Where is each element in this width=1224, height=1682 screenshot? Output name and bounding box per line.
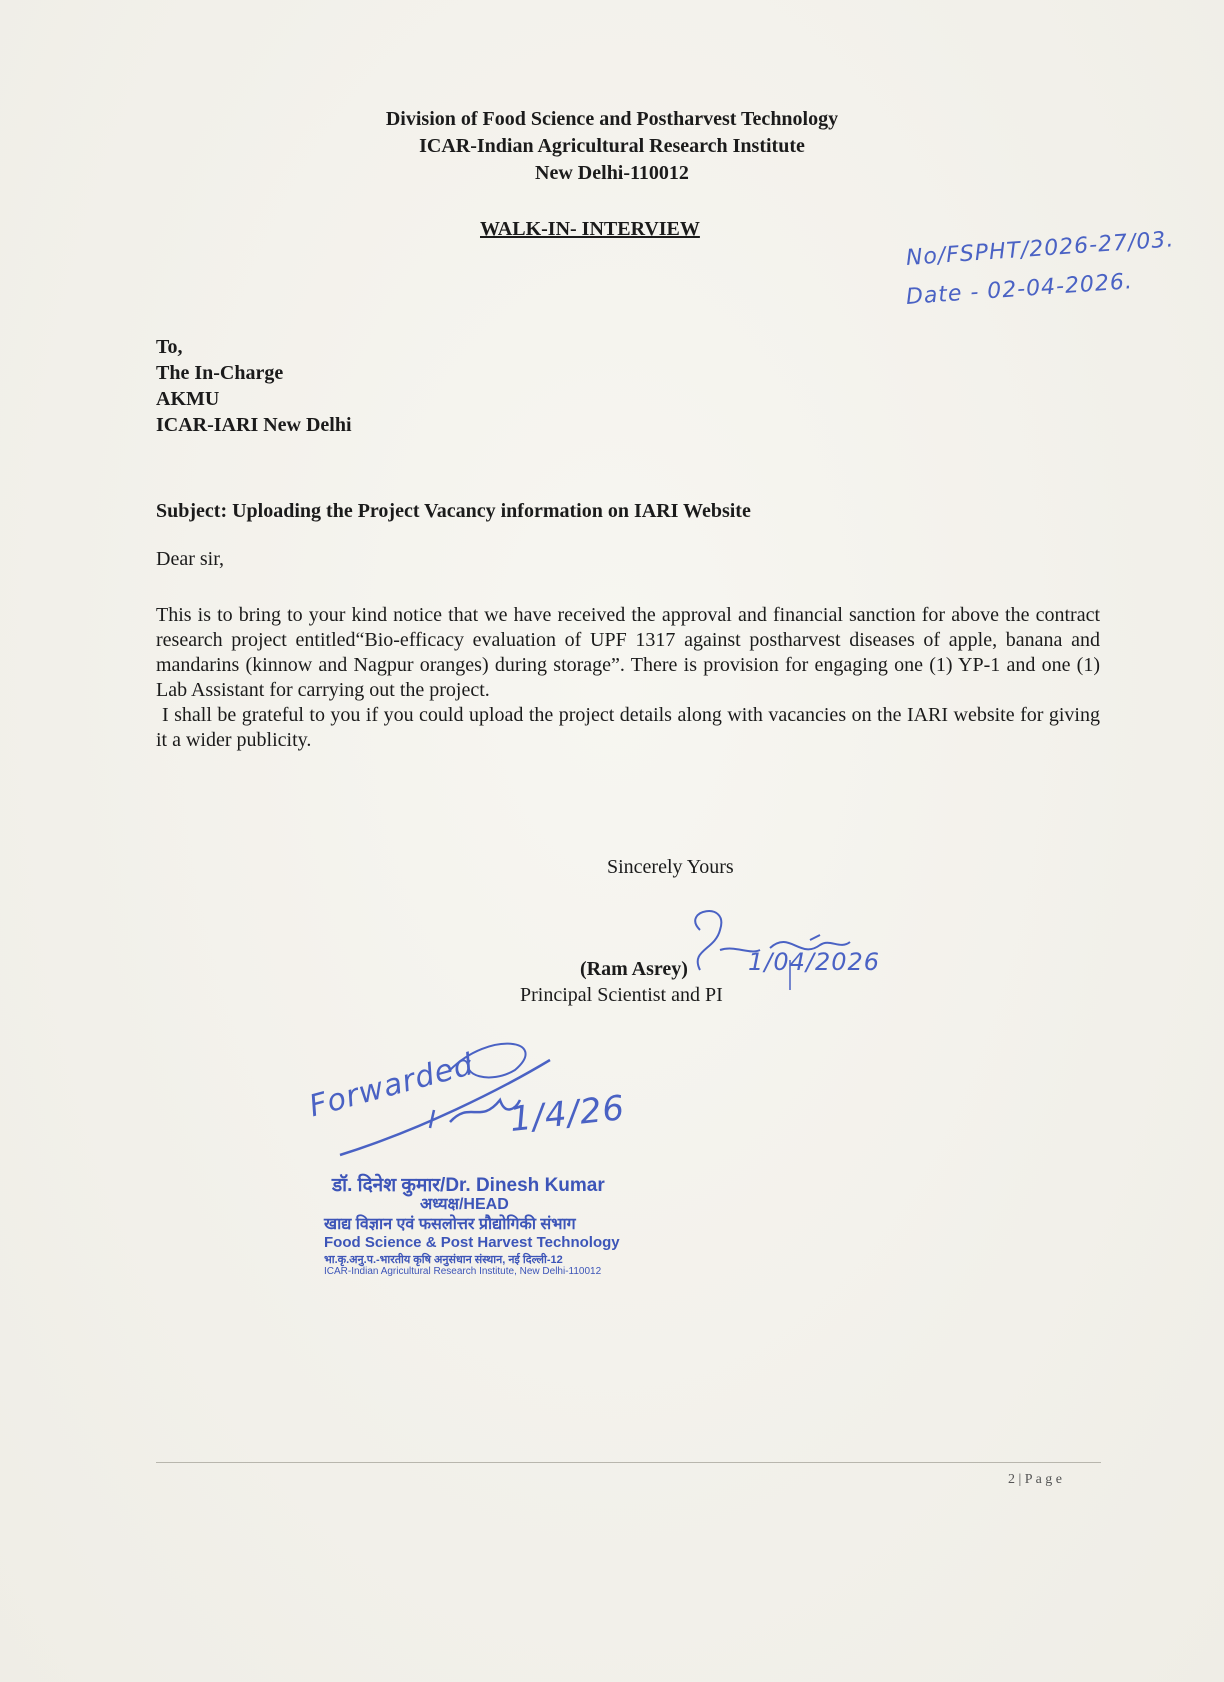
subject-line: Subject: Uploading the Project Vacancy information on IARI Website — [156, 500, 751, 522]
header-city: New Delhi-110012 — [535, 162, 689, 184]
header-division: Division of Food Science and Postharvest Technology — [385, 108, 839, 130]
stamp-division-english: Food Science & Post Harvest Technology — [324, 1234, 620, 1251]
ref-date: Date - 02-04-2026. — [905, 269, 1134, 310]
ref-number: No/FSPHT/2026-27/03. — [905, 227, 1176, 271]
paragraph-1: This is to bring to your kind notice that we have received the approval and financial sanction for above the contract research project entitled“Bio-efficacy evaluation of UPF 1317 against postharvest diseases of apple, banana and mandarins (kinnow and Nagpur oranges) during storage”. There is provision for engaging one (1) YP-1 and one (1) Lab Assistant for carrying out the project. — [156, 604, 1100, 701]
stamp-head: अध्यक्ष/HEAD — [420, 1196, 509, 1213]
closing: Sincerely Yours — [607, 856, 734, 878]
recipient-line3: ICAR-IARI New Delhi — [156, 414, 352, 436]
recipient-to: To, — [156, 336, 183, 358]
stamp-institute-english: ICAR-Indian Agricultural Research Institute, New Delhi-110012 — [324, 1266, 602, 1277]
footer-divider — [156, 1462, 1101, 1463]
document-title: WALK-IN- INTERVIEW — [480, 218, 700, 240]
signatory-title: Principal Scientist and PI — [520, 984, 723, 1006]
letter-body — [156, 603, 1100, 753]
salutation: Dear sir, — [156, 548, 225, 570]
forwarded-date: 1/4/26 — [507, 1088, 627, 1140]
forwarded-note: Forwarded — [305, 1046, 478, 1125]
stamp-name: डॉ. दिनेश कुमार/Dr. Dinesh Kumar — [332, 1175, 605, 1196]
header-institute: ICAR-Indian Agricultural Research Institute — [419, 135, 805, 157]
paragraph-2: I shall be grateful to you if you could upload the project details along with vacancies on the IARI website for giving it a wider publicity. — [156, 704, 1100, 751]
recipient-line2: AKMU — [156, 388, 220, 410]
signature-date: 1/04/2026 — [748, 948, 881, 976]
stamp-division-hindi: खाद्य विज्ञान एवं फसलोत्तर प्रौद्योगिकी संभाग — [324, 1216, 576, 1233]
recipient-line1: The In-Charge — [156, 362, 284, 384]
signatory-name: (Ram Asrey) — [580, 958, 688, 980]
stamp-institute-hindi: भा.कृ.अनु.प.-भारतीय कृषि अनुसंधान संस्थान, नई दिल्ली-12 — [324, 1254, 563, 1266]
page-number: 2 | P a g e — [1008, 1472, 1062, 1487]
